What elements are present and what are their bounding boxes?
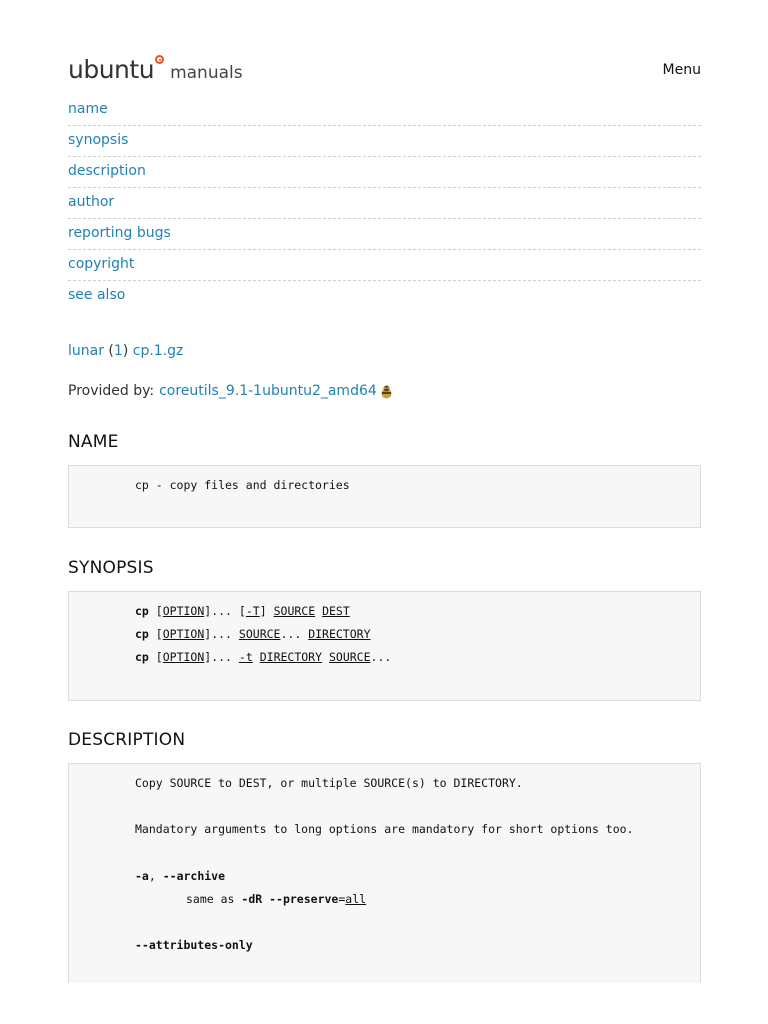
option-archive-desc-pre: same as <box>186 892 242 906</box>
synopsis-flag-T: -T <box>245 604 260 618</box>
synopsis-cmd: cp <box>135 627 149 641</box>
synopsis-cmd: cp <box>135 604 149 618</box>
synopsis-bracket-dots: ]... <box>204 627 232 641</box>
toc-item-description <box>68 157 701 188</box>
synopsis-bracket: ] <box>259 604 267 618</box>
option-archive-sep: , <box>148 869 163 883</box>
name-text: cp - copy files and directories <box>135 478 350 492</box>
breadcrumb-release-link[interactable]: lunar <box>68 343 104 359</box>
circle-of-friends-icon <box>155 55 164 64</box>
synopsis-option: OPTION <box>162 650 205 664</box>
toc-link-description[interactable]: description <box>68 163 146 179</box>
menu-button[interactable]: Menu <box>662 62 701 78</box>
toc-item-reporting-bugs <box>68 219 701 250</box>
table-of-contents <box>68 95 701 312</box>
desc-line-copy: Copy SOURCE to DEST, or multiple SOURCE(s) to DIRECTORY. <box>135 776 523 790</box>
brand-manuals-text: manuals <box>170 63 243 83</box>
synopsis-line-3 <box>135 649 391 665</box>
toc-link-copyright[interactable]: copyright <box>68 256 135 272</box>
synopsis-source: SOURCE <box>238 627 281 641</box>
synopsis-source: SOURCE <box>273 604 316 618</box>
name-content-box <box>68 465 701 528</box>
toc-link-see-also[interactable]: see also <box>68 287 126 303</box>
option-archive <box>135 868 225 884</box>
synopsis-content-box <box>68 591 701 701</box>
synopsis-cmd: cp <box>135 650 149 664</box>
option-archive-desc <box>186 891 366 907</box>
toc-link-synopsis[interactable]: synopsis <box>68 132 129 148</box>
breadcrumb-file-link[interactable]: cp.1.gz <box>132 343 184 359</box>
package-bug-icon[interactable] <box>380 384 393 398</box>
option-archive-long: --archive <box>162 869 226 883</box>
synopsis-bracket-dots: ]... <box>204 650 232 664</box>
toc-item-author <box>68 188 701 219</box>
synopsis-bracket: [ <box>155 604 163 618</box>
breadcrumb-open-paren: ( <box>103 343 114 359</box>
option-archive-desc-all: all <box>345 892 367 906</box>
synopsis-dots: ... <box>370 650 392 664</box>
synopsis-bracket: [ <box>155 650 163 664</box>
synopsis-flag-t: -t <box>238 650 253 664</box>
ubuntu-manuals-logo[interactable] <box>68 56 243 87</box>
toc-link-name[interactable]: name <box>68 101 108 117</box>
option-attributes-only: --attributes-only <box>135 938 253 952</box>
breadcrumb <box>68 340 183 362</box>
synopsis-option: OPTION <box>162 604 205 618</box>
synopsis-directory: DIRECTORY <box>259 650 323 664</box>
synopsis-dest: DEST <box>322 604 350 618</box>
synopsis-line-2 <box>135 626 371 642</box>
synopsis-dots: ... <box>280 627 302 641</box>
synopsis-source: SOURCE <box>328 650 371 664</box>
provided-by <box>68 380 393 402</box>
toc-item-see-also <box>68 281 701 312</box>
toc-link-reporting-bugs[interactable]: reporting bugs <box>68 225 171 241</box>
description-content-box <box>68 763 701 983</box>
option-archive-desc-eq: = <box>338 892 346 906</box>
section-title-synopsis: SYNOPSIS <box>68 558 154 578</box>
toc-link-author[interactable]: author <box>68 194 115 210</box>
breadcrumb-section-link[interactable]: 1 <box>113 343 123 359</box>
breadcrumb-close-paren: ) <box>122 343 133 359</box>
synopsis-bracket: [ <box>155 627 163 641</box>
provided-by-label: Provided by: <box>68 383 155 399</box>
brand-ubuntu-text: ubuntu <box>68 55 155 84</box>
toc-item-synopsis <box>68 126 701 157</box>
toc-item-name <box>68 95 701 126</box>
synopsis-directory: DIRECTORY <box>308 627 371 641</box>
section-title-name: NAME <box>68 432 119 452</box>
synopsis-option: OPTION <box>162 627 205 641</box>
package-link[interactable]: coreutils_9.1-1ubuntu2_amd64 <box>159 383 377 399</box>
section-title-description: DESCRIPTION <box>68 730 186 750</box>
synopsis-bracket-dots: ]... <box>204 604 232 618</box>
option-archive-desc-preserve: --preserve <box>269 892 339 906</box>
toc-item-copyright <box>68 250 701 281</box>
desc-line-mandatory: Mandatory arguments to long options are mandatory for short options too. <box>135 822 634 836</box>
option-archive-short: -a <box>135 869 149 883</box>
synopsis-line-1 <box>135 603 350 619</box>
synopsis-bracket: [ <box>238 604 246 618</box>
site-header <box>68 56 701 86</box>
option-archive-desc-dR: -dR <box>241 892 263 906</box>
